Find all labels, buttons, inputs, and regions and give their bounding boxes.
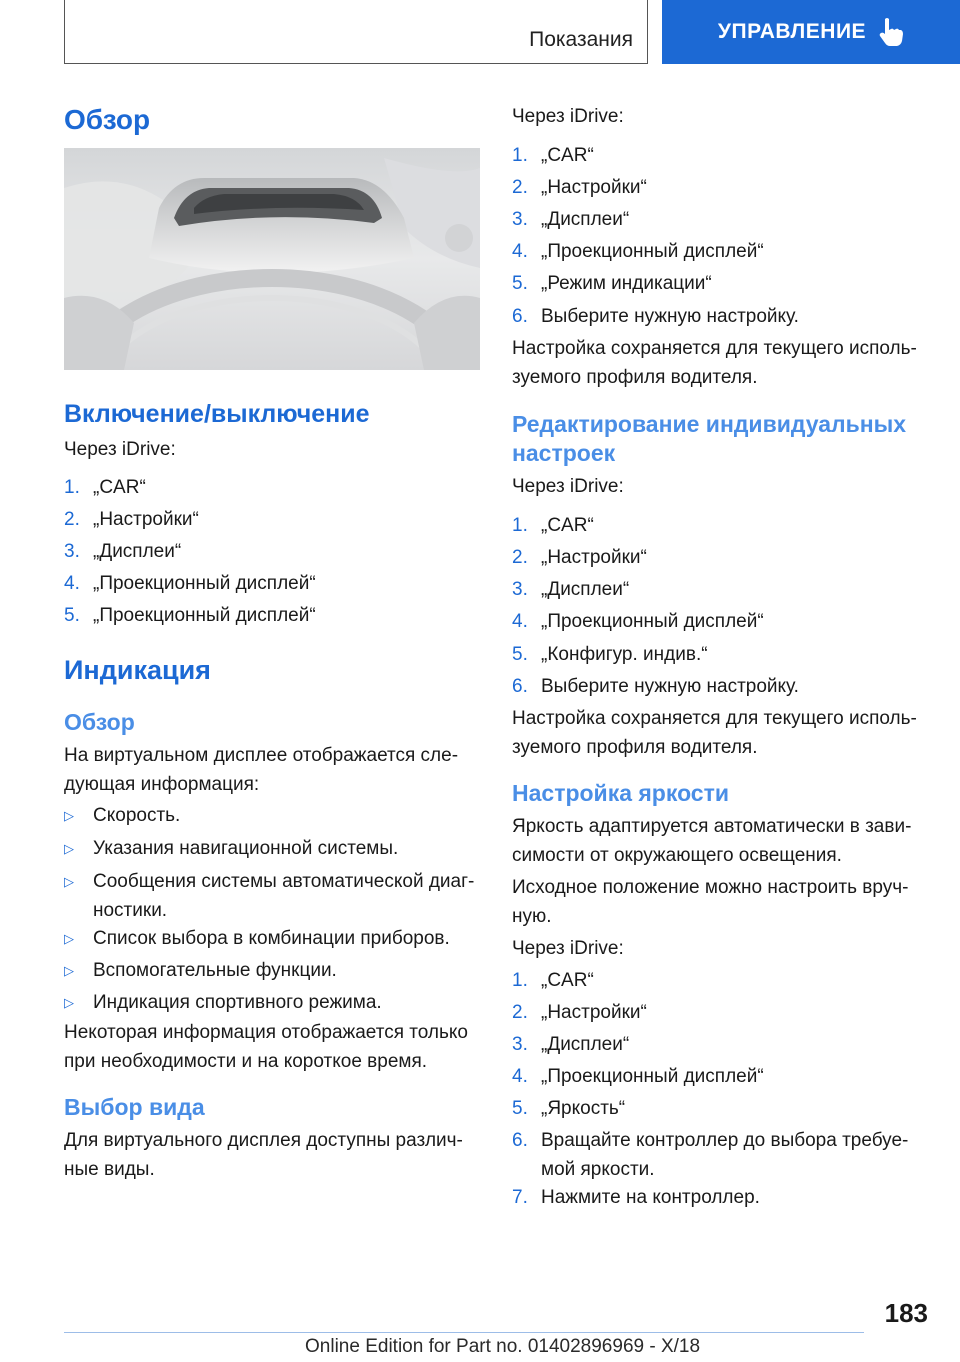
footer-divider — [64, 1332, 864, 1333]
note-line2: при необходимости и на короткое время. — [64, 1051, 428, 1072]
note-line1: Некоторая информация отображается только — [64, 1022, 468, 1043]
brightness-intro: Через iDrive: — [512, 938, 624, 959]
overview-para-line1: На виртуальном дисплее отображается сле‐ — [64, 745, 459, 766]
edit-saved-line2: зуемого профиля водителя. — [512, 737, 758, 758]
view-para-line2: ные виды. — [64, 1159, 155, 1180]
onoff-intro: Через iDrive: — [64, 439, 176, 460]
view-saved-line2: зуемого профиля водителя. — [512, 367, 758, 388]
header-section-tab[interactable] — [64, 0, 648, 64]
edit-heading-line1: Редактирование индивидуальных — [512, 411, 907, 437]
footer-edition: Online Edition for Part no. 01402896969 - X/18 — [305, 1336, 701, 1357]
overview-para-line2: дующая информация: — [64, 774, 260, 795]
view-steps-intro: Через iDrive: — [512, 106, 624, 127]
view-para-line1: Для виртуального дисплея доступны различ‐ — [64, 1130, 463, 1151]
head-up-display-photo — [64, 148, 480, 370]
edit-intro: Через iDrive: — [512, 476, 624, 497]
hand-pointer-icon — [878, 17, 904, 47]
page-title: Обзор — [64, 104, 151, 135]
onoff-heading: Включение/выключение — [64, 400, 370, 428]
triangle-bullet-icon: ▷ — [64, 874, 74, 889]
page-number: 183 — [884, 1298, 928, 1328]
triangle-bullet-icon: ▷ — [64, 841, 74, 856]
edit-heading-line2: настроек — [512, 440, 616, 466]
header-chapter-tab[interactable] — [662, 0, 960, 64]
indication-heading: Индикация — [64, 655, 211, 685]
brightness-para2-line1: Исходное положение можно настроить вруч‐ — [512, 877, 909, 898]
triangle-bullet-icon: ▷ — [64, 808, 74, 823]
triangle-bullet-icon: ▷ — [64, 931, 74, 946]
brightness-para2-line2: ную. — [512, 906, 552, 927]
brightness-para1-line1: Яркость адаптируется автоматически в зави‐ — [512, 816, 912, 837]
brightness-para1-line2: симости от окружающего освещения. — [512, 845, 842, 866]
header-section-label: Показания — [529, 28, 633, 51]
triangle-bullet-icon: ▷ — [64, 963, 74, 978]
view-saved-line1: Настройка сохраняется для текущего исполь‐ — [512, 338, 917, 359]
overview-heading: Обзор — [64, 709, 135, 735]
edit-saved-line1: Настройка сохраняется для текущего исполь‐ — [512, 708, 917, 729]
header-chapter-label: УПРАВЛЕНИЕ — [717, 20, 867, 43]
triangle-bullet-icon: ▷ — [64, 995, 74, 1010]
brightness-heading: Настройка яркости — [512, 780, 730, 806]
view-heading: Выбор вида — [64, 1094, 205, 1120]
